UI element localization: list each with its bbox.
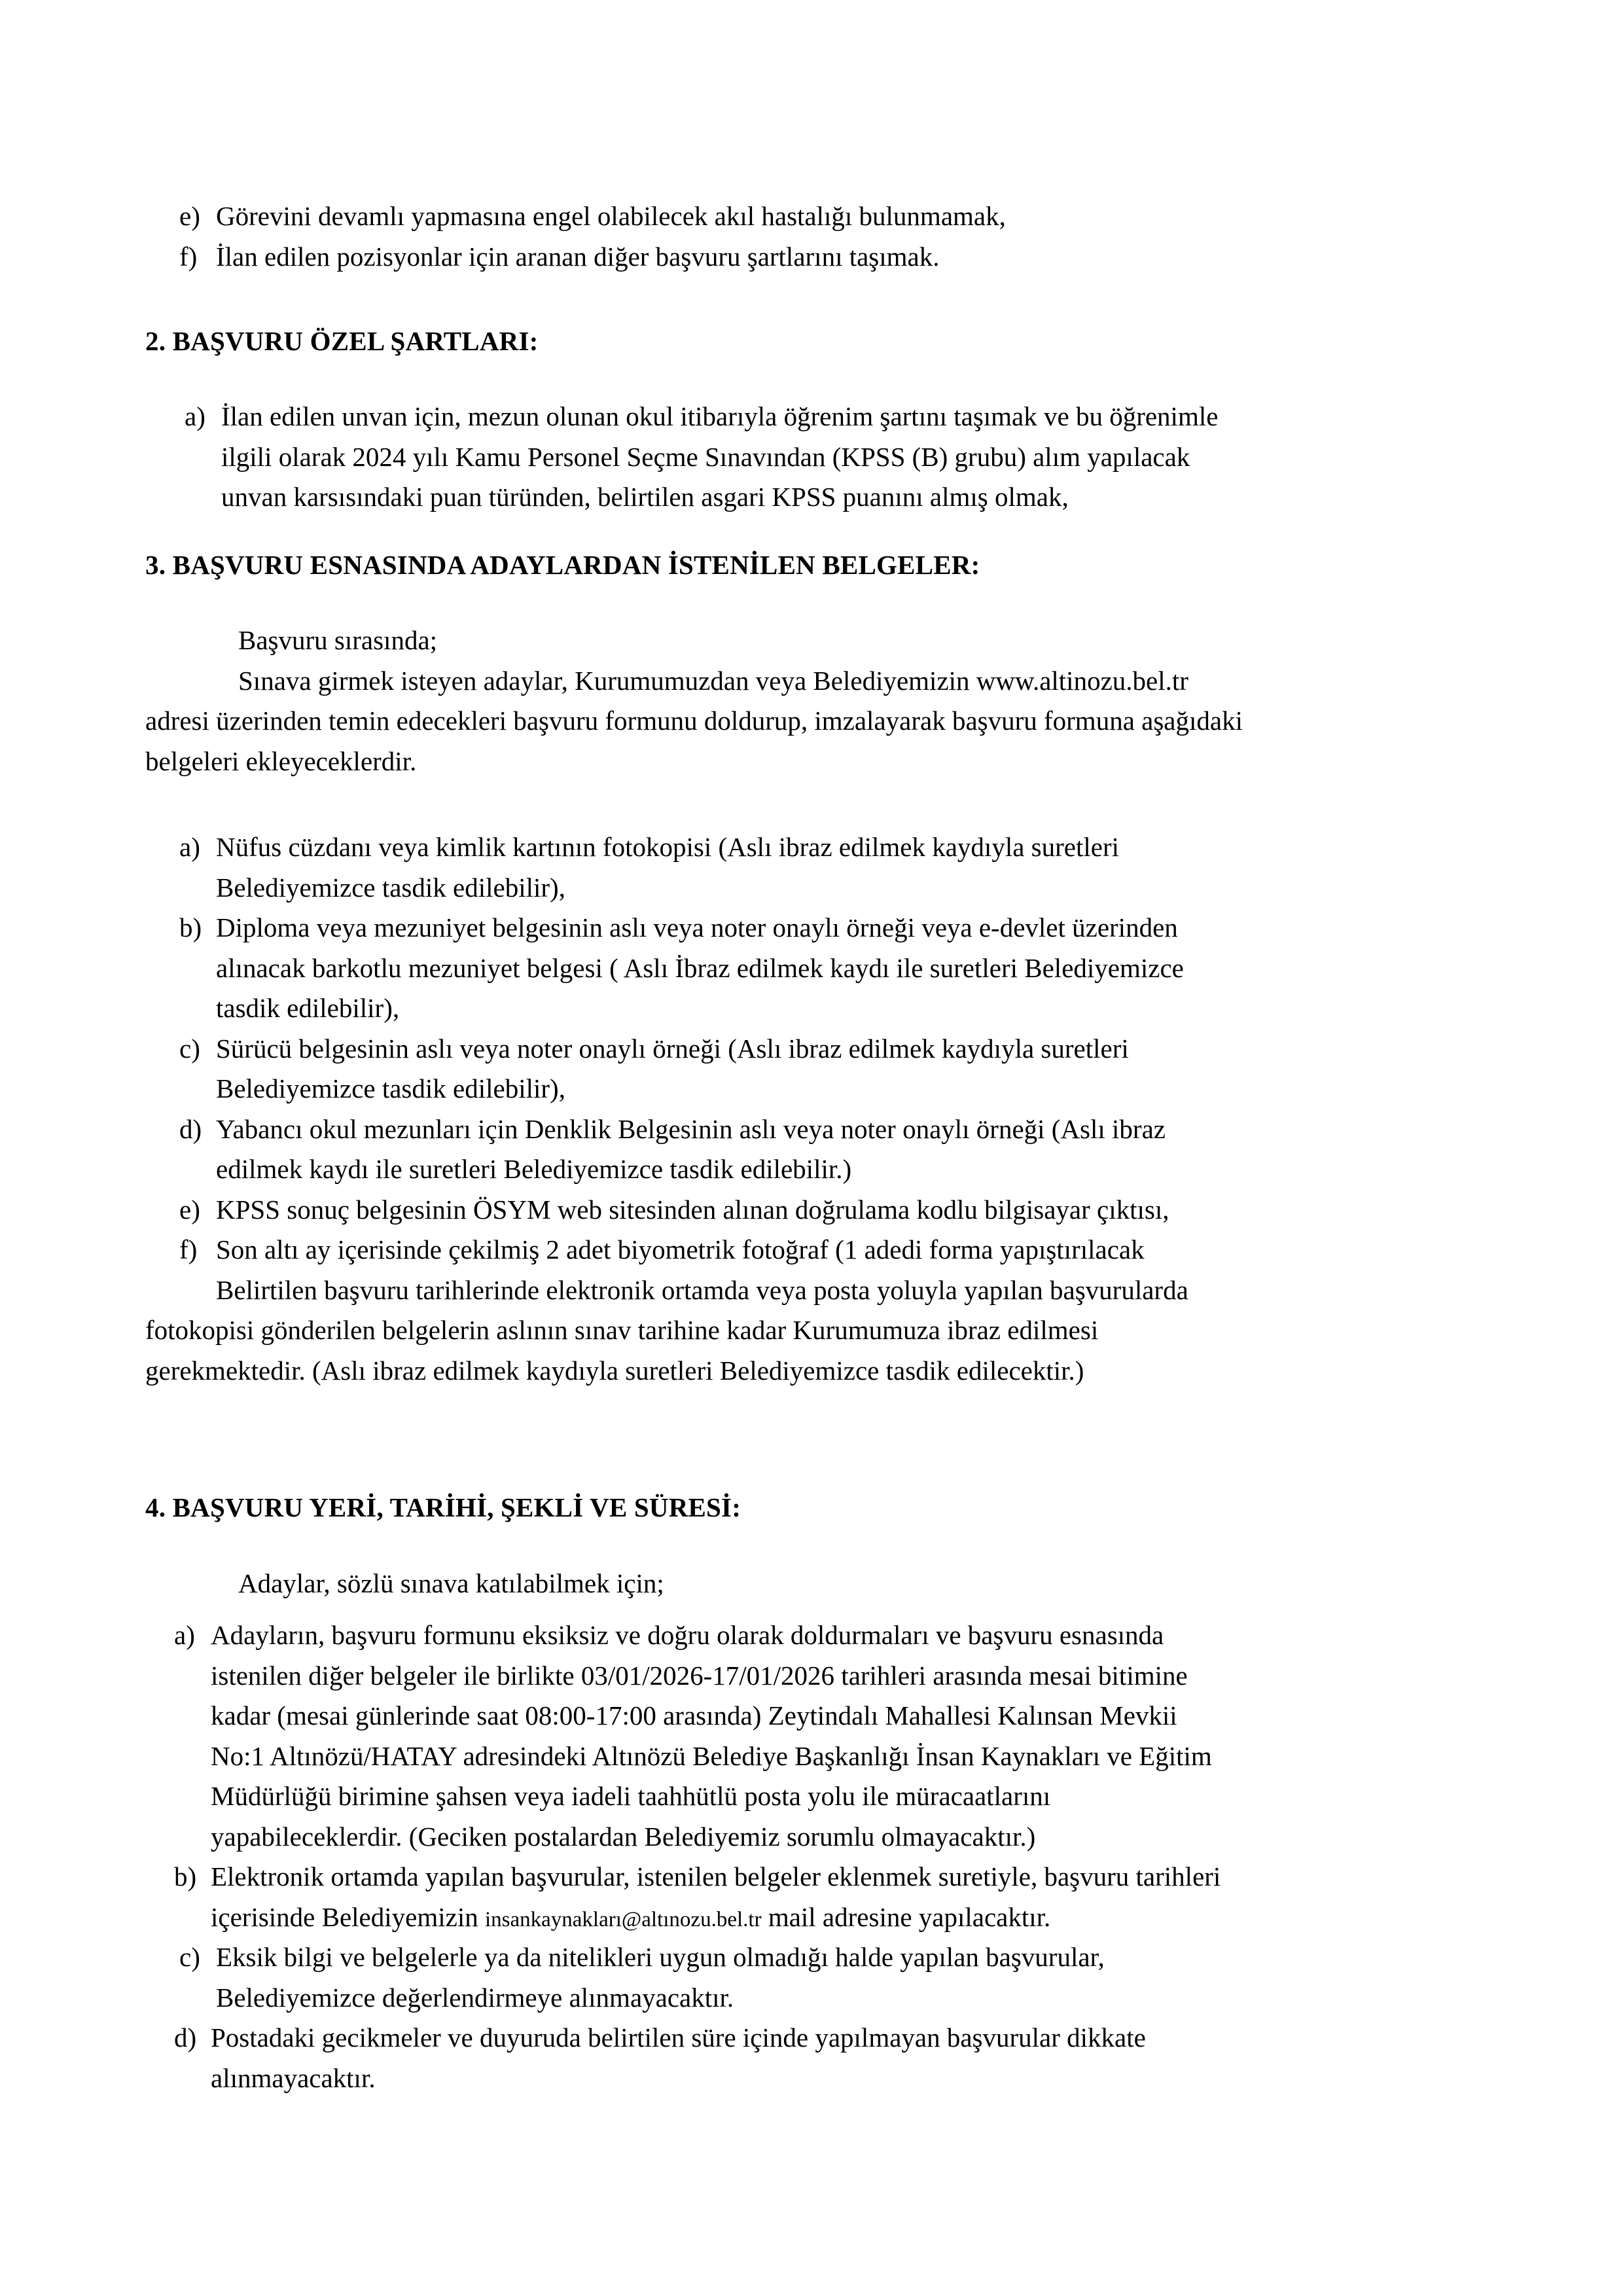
list-item-text: [216, 908, 1480, 1029]
section-3-documents-list: [145, 827, 1480, 1310]
list-item: [145, 1029, 1480, 1109]
line: Son altı ay içerisinde çekilmiş 2 adet biyometrik fotoğraf (1 adedi forma yapıştırılacak: [216, 1234, 1145, 1265]
line: Belirtilen başvuru tarihlerinde elektronik ortamda veya posta yoluyla yapılan başvurularda: [216, 1274, 1188, 1305]
section-2-list: [145, 397, 1480, 518]
section-4-list: [145, 1615, 1480, 2098]
line: Görevini devamlı yapmasına engel olabilecek akıl hastalığı bulunmamak,: [216, 201, 1006, 231]
line: Elektronik ortamda yapılan başvurular, istenilen belgeler eklenmek suretiyle, başvuru tarihleri: [211, 1861, 1221, 1892]
list-marker: c): [179, 1942, 200, 1973]
list-marker: e): [179, 201, 200, 231]
section-4-heading: 4. BAŞVURU YERİ, TARİHİ, ŞEKLİ VE SÜRESİ:: [145, 1492, 741, 1523]
line: Nüfus cüzdanı veya kimlik kartının fotokopisi (Aslı ibraz edilmek kaydıyla suretleri: [216, 832, 1119, 863]
list-item: [145, 1190, 1480, 1230]
list-item-text: [216, 827, 1480, 908]
list-marker: f): [179, 241, 198, 272]
line: kadar (mesai günlerinde saat 08:00-17:00 arasında) Zeytindalı Mahallesi Kalınsan Mevkii: [211, 1700, 1177, 1731]
line: adresi üzerinden temin edecekleri başvuru formunu doldurup, imzalayarak başvuru formuna aşağıdaki: [145, 706, 1243, 736]
list-marker: b): [179, 912, 202, 943]
line: fotokopisi gönderilen belgelerin aslının sınav tarihine kadar Kurumumuza ibraz edilmesi: [145, 1315, 1099, 1346]
line: Sınava girmek isteyen adaylar, Kurumumuzdan veya Belediyemizin www.altinozu.bel.tr: [238, 665, 1188, 696]
line: edilmek kaydı ile suretleri Belediyemizce tasdik edilebilir.): [216, 1154, 852, 1185]
list-item-text: [221, 397, 1480, 518]
list-item-text: [211, 1615, 1480, 1857]
list-item-text: [216, 196, 1480, 237]
list-item: [145, 2018, 1480, 2098]
list-item-text: [216, 1190, 1480, 1230]
list-marker: e): [179, 1194, 200, 1225]
line: ilgili olarak 2024 yılı Kamu Personel Seçme Sınavından (KPSS (B) grubu) alım yapılacak: [221, 441, 1190, 472]
line: yapabileceklerdir. (Geciken postalardan Belediyemiz sorumlu olmayacaktır.): [211, 1821, 1036, 1852]
line: No:1 Altınözü/HATAY adresindeki Altınözü Belediye Başkanlığı İnsan Kaynakları ve Eğitim: [211, 1740, 1212, 1771]
line: Belediyemizce tasdik edilebilir),: [216, 872, 565, 903]
section-3-intro: [145, 661, 1480, 782]
line: İlan edilen pozisyonlar için aranan diğer başvuru şartlarını taşımak.: [216, 241, 940, 272]
list-item: [145, 397, 1480, 518]
list-item-text: [216, 1937, 1480, 2018]
list-item: [145, 827, 1480, 908]
section-4-lead: Adaylar, sözlü sınava katılabilmek için;: [238, 1568, 664, 1598]
line-suffix: mail adresine yapılacaktır.: [761, 1901, 1051, 1932]
list-item-text: [211, 1857, 1480, 1937]
line: alınacak barkotlu mezuniyet belgesi ( Aslı İbraz edilmek kaydı ile suretleri Belediyemizce: [216, 952, 1184, 983]
list-item-text: [216, 237, 1480, 278]
list-item-text: [216, 1230, 1480, 1310]
line: KPSS sonuç belgesinin ÖSYM web sitesinden alınan doğrulama kodlu bilgisayar çıktısı,: [216, 1194, 1169, 1225]
line-with-email: [211, 1897, 1480, 1938]
line: Diploma veya mezuniyet belgesinin aslı veya noter onaylı örneği veya e-devlet üzerinden: [216, 912, 1178, 943]
list-item: [145, 1857, 1480, 1937]
continued-requirements-list: [145, 196, 1480, 277]
section-3-heading: 3. BAŞVURU ESNASINDA ADAYLARDAN İSTENİLEN BELGELER:: [145, 549, 980, 580]
section-3-lead: Başvuru sırasında;: [238, 625, 438, 656]
line: İlan edilen unvan için, mezun olunan okul itibarıyla öğrenim şartını taşımak ve bu öğrenimle: [221, 401, 1219, 432]
list-marker: c): [179, 1033, 200, 1064]
section-3-closing: [145, 1310, 1480, 1391]
line: istenilen diğer belgeler ile birlikte 03/01/2026-17/01/2026 tarihleri arasında mesai bitimine: [211, 1660, 1188, 1691]
list-marker: a): [185, 401, 205, 432]
line: Yabancı okul mezunları için Denklik Belgesinin aslı veya noter onaylı örneği (Aslı ibraz: [216, 1113, 1166, 1144]
list-item: [145, 196, 1480, 237]
list-marker: d): [174, 2022, 197, 2053]
line: Eksik bilgi ve belgelerle ya da nitelikleri uygun olmadığı halde yapılan başvurular,: [216, 1942, 1105, 1973]
list-marker: a): [179, 832, 200, 863]
list-marker: a): [174, 1620, 195, 1651]
list-item-text: [216, 1109, 1480, 1190]
section-2-heading: 2. BAŞVURU ÖZEL ŞARTLARI:: [145, 326, 539, 356]
line: Müdürlüğü birimine şahsen veya iadeli taahhütlü posta yolu ile müracaatlarını: [211, 1781, 1051, 1812]
line: gerekmektedir. (Aslı ibraz edilmek kaydıyla suretleri Belediyemizce tasdik edilecektir.): [145, 1355, 1084, 1386]
line: Belediyemizce değerlendirmeye alınmayacaktır.: [216, 1982, 734, 2013]
line: Sürücü belgesinin aslı veya noter onaylı örneği (Aslı ibraz edilmek kaydıyla suretleri: [216, 1033, 1129, 1064]
list-marker: b): [174, 1861, 197, 1892]
list-item: [145, 908, 1480, 1029]
list-item: [145, 1615, 1480, 1857]
list-item-text: [211, 2018, 1480, 2098]
line-prefix: içerisinde Belediyemizin: [211, 1901, 485, 1932]
list-item: [145, 237, 1480, 278]
line: Adayların, başvuru formunu eksiksiz ve doğru olarak doldurmaları ve başvuru esnasında: [211, 1620, 1164, 1651]
line: alınmayacaktır.: [211, 2062, 376, 2093]
email-address: insankaynakları@altınozu.bel.tr: [484, 1907, 762, 1931]
line: belgeleri ekleyeceklerdir.: [145, 745, 417, 776]
document-body: [145, 196, 1480, 2098]
list-marker: d): [179, 1113, 202, 1144]
list-item: [145, 1230, 1480, 1310]
line: Belediyemizce tasdik edilebilir),: [216, 1073, 565, 1104]
list-marker: f): [179, 1234, 198, 1265]
list-item: [145, 1937, 1480, 2018]
line: tasdik edilebilir),: [216, 993, 400, 1024]
line: unvan karsısındaki puan türünden, belirtilen asgari KPSS puanını almış olmak,: [221, 482, 1069, 512]
line: Postadaki gecikmeler ve duyuruda belirtilen süre içinde yapılmayan başvurular dikkate: [211, 2022, 1146, 2053]
list-item-text: [216, 1029, 1480, 1109]
list-item: [145, 1109, 1480, 1190]
